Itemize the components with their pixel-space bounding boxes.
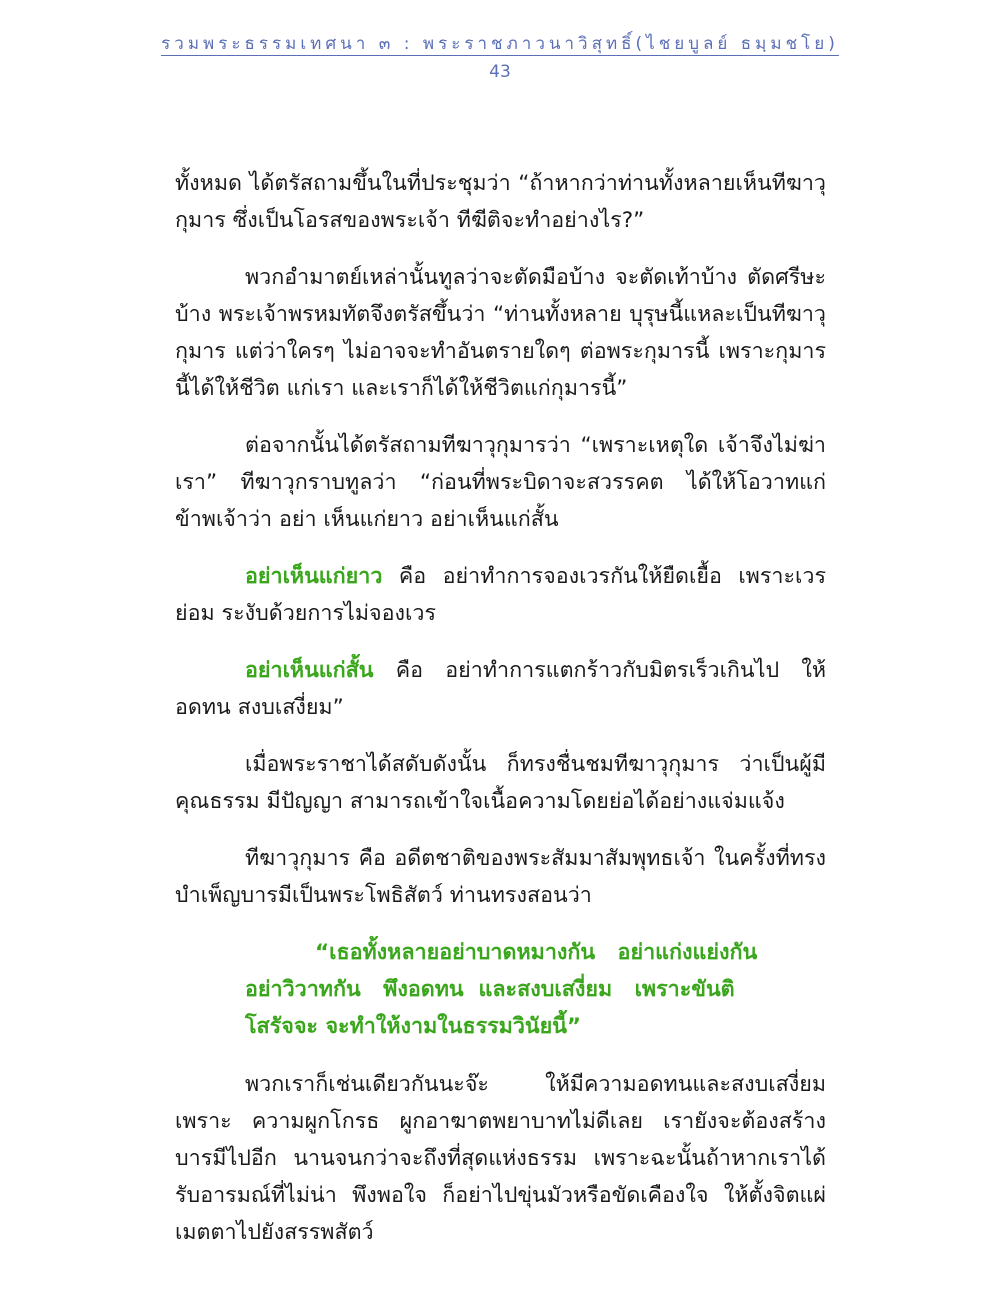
buddha-quote — [175, 934, 826, 1045]
paragraph-4-text: คือ อย่าทำการจองเวรกันให้ยืดเยื้อ เพราะเวรย่อม ระงับด้วยการไม่จองเวร — [175, 564, 826, 626]
body-text — [175, 165, 826, 1271]
paragraph-5-text: คือ อย่าทำการแตกร้าวกับมิตรเร็วเกินไป ให้อดทน สงบเสงี่ยม” — [175, 658, 826, 720]
running-header — [0, 30, 1000, 57]
paragraph-6: เมื่อพระราชาได้สดับดังนั้น ก็ทรงชื่นชมทีฆาวุกุมาร ว่าเป็นผู้มีคุณธรรม มีปัญญา สามารถเข้าใจเนื้อความโดยย่อได้อย่างแจ่มแจ้ง — [175, 752, 826, 814]
paragraph-8: พวกเราก็เช่นเดียวกันนะจ๊ะ ให้มีความอดทนและสงบเสงี่ยม เพราะ ความผูกโกรธ ผูกอาฆาตพยาบาทไม่ดีเลย เรายังจะต้องสร้างบารมีไปอีก นานจนกว่าจะถึงที่สุดแห่งธรรม เพราะฉะนั้นถ้าหากเราได้รับอารมณ์ที่ไม่น่า พึงพอใจ ก็อย่าไปขุ่นมัวหรือขัดเคืองใจ ให้ตั้งจิตแผ่เมตตาไปยังสรรพสัตว์ — [175, 1072, 826, 1245]
quote-line-2: อย่าวิวาทกัน พึงอดทน และสงบเสงี่ยม เพราะขันติ — [245, 977, 735, 1002]
term-long: อย่าเห็นแก่ยาว — [245, 564, 383, 589]
paragraph-1: ทั้งหมด ได้ตรัสถามขึ้นในที่ประชุมว่า “ถ้าหากว่าท่านทั้งหลายเห็นทีฆาวุกุมาร ซึ่งเป็นโอรสของพระเจ้า ทีฆีติจะทำอย่างไร?” — [175, 171, 826, 233]
paragraph-2: พวกอำมาตย์เหล่านั้นทูลว่าจะตัดมือบ้าง จะตัดเท้าบ้าง ตัดศรีษะบ้าง พระเจ้าพรหมทัตจึงตรัสขึ้นว่า “ท่านทั้งหลาย บุรุษนี้แหละเป็นทีฆาวุกุมาร แต่ว่าใครๆ ไม่อาจจะทำอันตรายใดๆ ต่อพระกุมารนี้ เพราะกุมารนี้ได้ให้ชีวิต แก่เรา และเราก็ได้ให้ชีวิตแก่กุมารนี้” — [175, 265, 826, 401]
term-short: อย่าเห็นแก่สั้น — [245, 658, 374, 683]
quote-line-1: “เธอทั้งหลายอย่าบาดหมางกัน อย่าแก่งแย่งกัน — [315, 940, 758, 965]
running-title: รวมพระธรรมเทศนา ๓ : พระราชภาวนาวิสุทธิ์(ไชยบูลย์ ธมฺมชโย) — [161, 34, 839, 54]
paragraph-5 — [175, 652, 826, 726]
paragraph-4 — [175, 558, 826, 632]
paragraph-3: ต่อจากนั้นได้ตรัสถามทีฆาวุกุมารว่า “เพราะเหตุใด เจ้าจึงไม่ฆ่าเรา” ทีฆาวุกราบทูลว่า “ก่อนที่พระบิดาจะสวรรคต ได้ให้โอวาทแก่ข้าพเจ้าว่า อย่า เห็นแก่ยาว อย่าเห็นแก่สั้น — [175, 433, 826, 532]
paragraph-7: ทีฆาวุกุมาร คือ อดีตชาติของพระสัมมาสัมพุทธเจ้า ในครั้งที่ทรง บำเพ็ญบารมีเป็นพระโพธิสัตว์ ท่านทรงสอนว่า — [175, 846, 826, 908]
page-number: 43 — [489, 62, 511, 82]
quote-line-3: โสรัจจะ จะทำให้งามในธรรมวินัยนี้” — [245, 1014, 582, 1039]
